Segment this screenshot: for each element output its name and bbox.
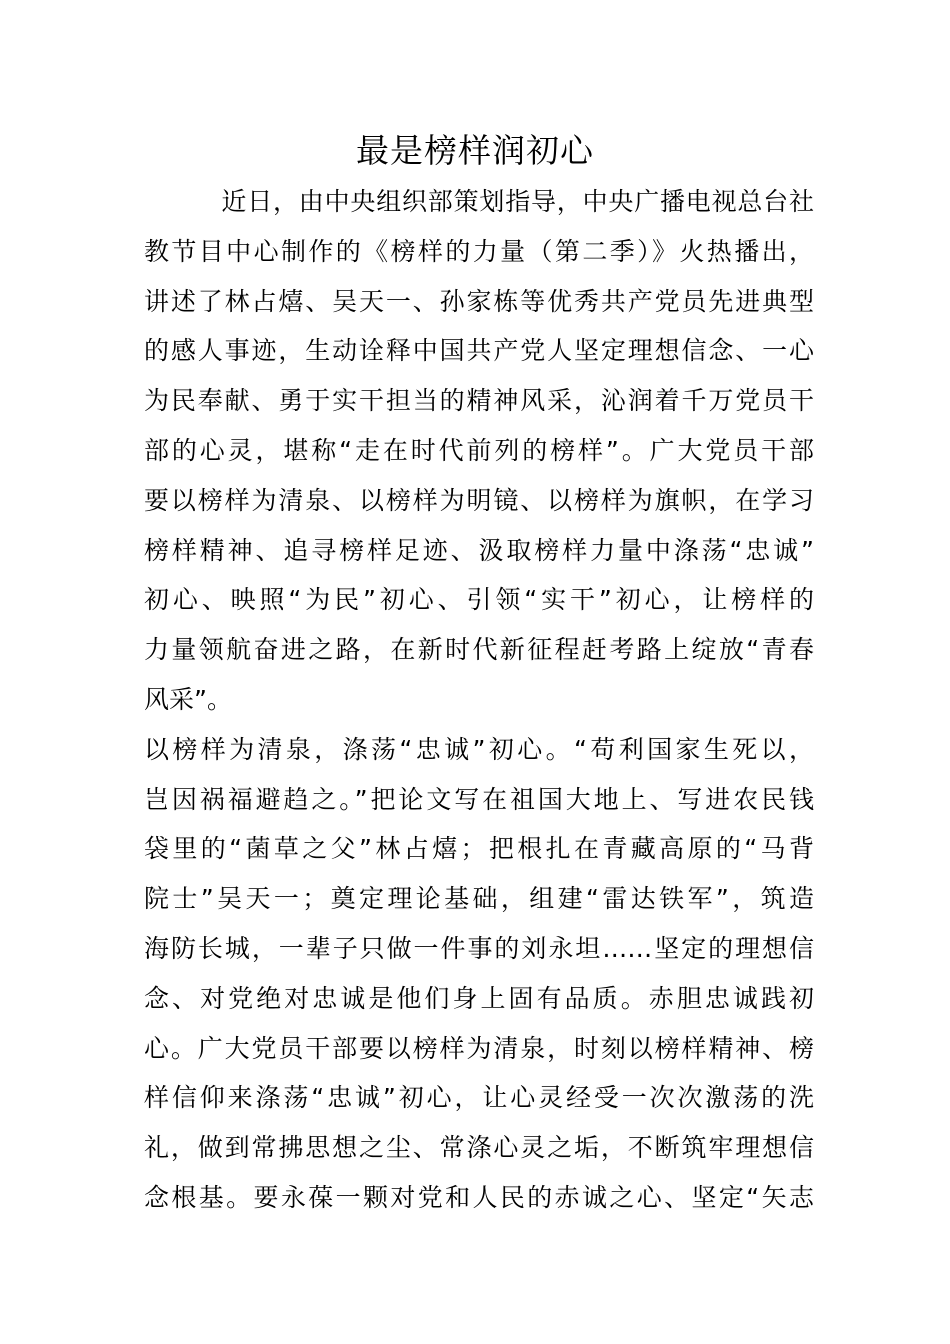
- text-line: 部的心灵，堪称“走在时代前列的榜样”。广大党员干部: [144, 435, 814, 465]
- text-line: 院士”吴天一；奠定理论基础，组建“雷达铁军”，筑造: [144, 884, 814, 914]
- text-line: 力量领航奋进之路，在新时代新征程赶考路上绽放“青春: [144, 635, 814, 665]
- text-line: 榜样精神、追寻榜样足迹、汲取榜样力量中涤荡“忠诚”: [144, 535, 814, 565]
- text-line: 风采”。: [144, 684, 232, 714]
- text-line: 心。广大党员干部要以榜样为清泉，时刻以榜样精神、榜: [144, 1033, 814, 1063]
- text-line: 讲述了林占熺、吴天一、孙家栋等优秀共产党员先进典型: [144, 286, 814, 316]
- text-line: 近日，由中央组织部策划指导，中央广播电视总台社: [144, 187, 814, 216]
- text-line: 初心、映照“为民”初心、引领“实干”初心，让榜样的: [144, 585, 814, 615]
- text-line: 岂因祸福避趋之。”把论文写在祖国大地上、写进农民钱: [144, 784, 814, 814]
- text-line: 袋里的“菌草之父”林占熺；把根扎在青藏高原的“马背: [144, 834, 814, 864]
- text-line: 礼，做到常拂思想之尘、常涤心灵之垢，不断筑牢理想信: [144, 1133, 814, 1163]
- text-line: 念、对党绝对忠诚是他们身上固有品质。赤胆忠诚践初: [144, 983, 814, 1013]
- text-line: 海防长城，一辈子只做一件事的刘永坦……坚定的理想信: [144, 933, 814, 963]
- document-title: 最是榜样润初心: [356, 131, 594, 170]
- text-line: 样信仰来涤荡“忠诚”初心，让心灵经受一次次激荡的洗: [144, 1083, 814, 1113]
- text-line: 的感人事迹，生动诠释中国共产党人坚定理想信念、一心: [144, 336, 814, 366]
- text-line: 为民奉献、勇于实干担当的精神风采，沁润着千万党员干: [144, 386, 814, 416]
- document-body: [144, 177, 814, 1223]
- text-line: 念根基。要永葆一颗对党和人民的赤诚之心、坚定“矢志: [144, 1182, 814, 1212]
- text-line: 教节目中心制作的《榜样的力量（第二季）》火热播出，: [144, 236, 814, 266]
- text-line: 要以榜样为清泉、以榜样为明镜、以榜样为旗帜，在学习: [144, 485, 814, 515]
- text-line: 以榜样为清泉，涤荡“忠诚”初心。“苟利国家生死以，: [144, 734, 814, 764]
